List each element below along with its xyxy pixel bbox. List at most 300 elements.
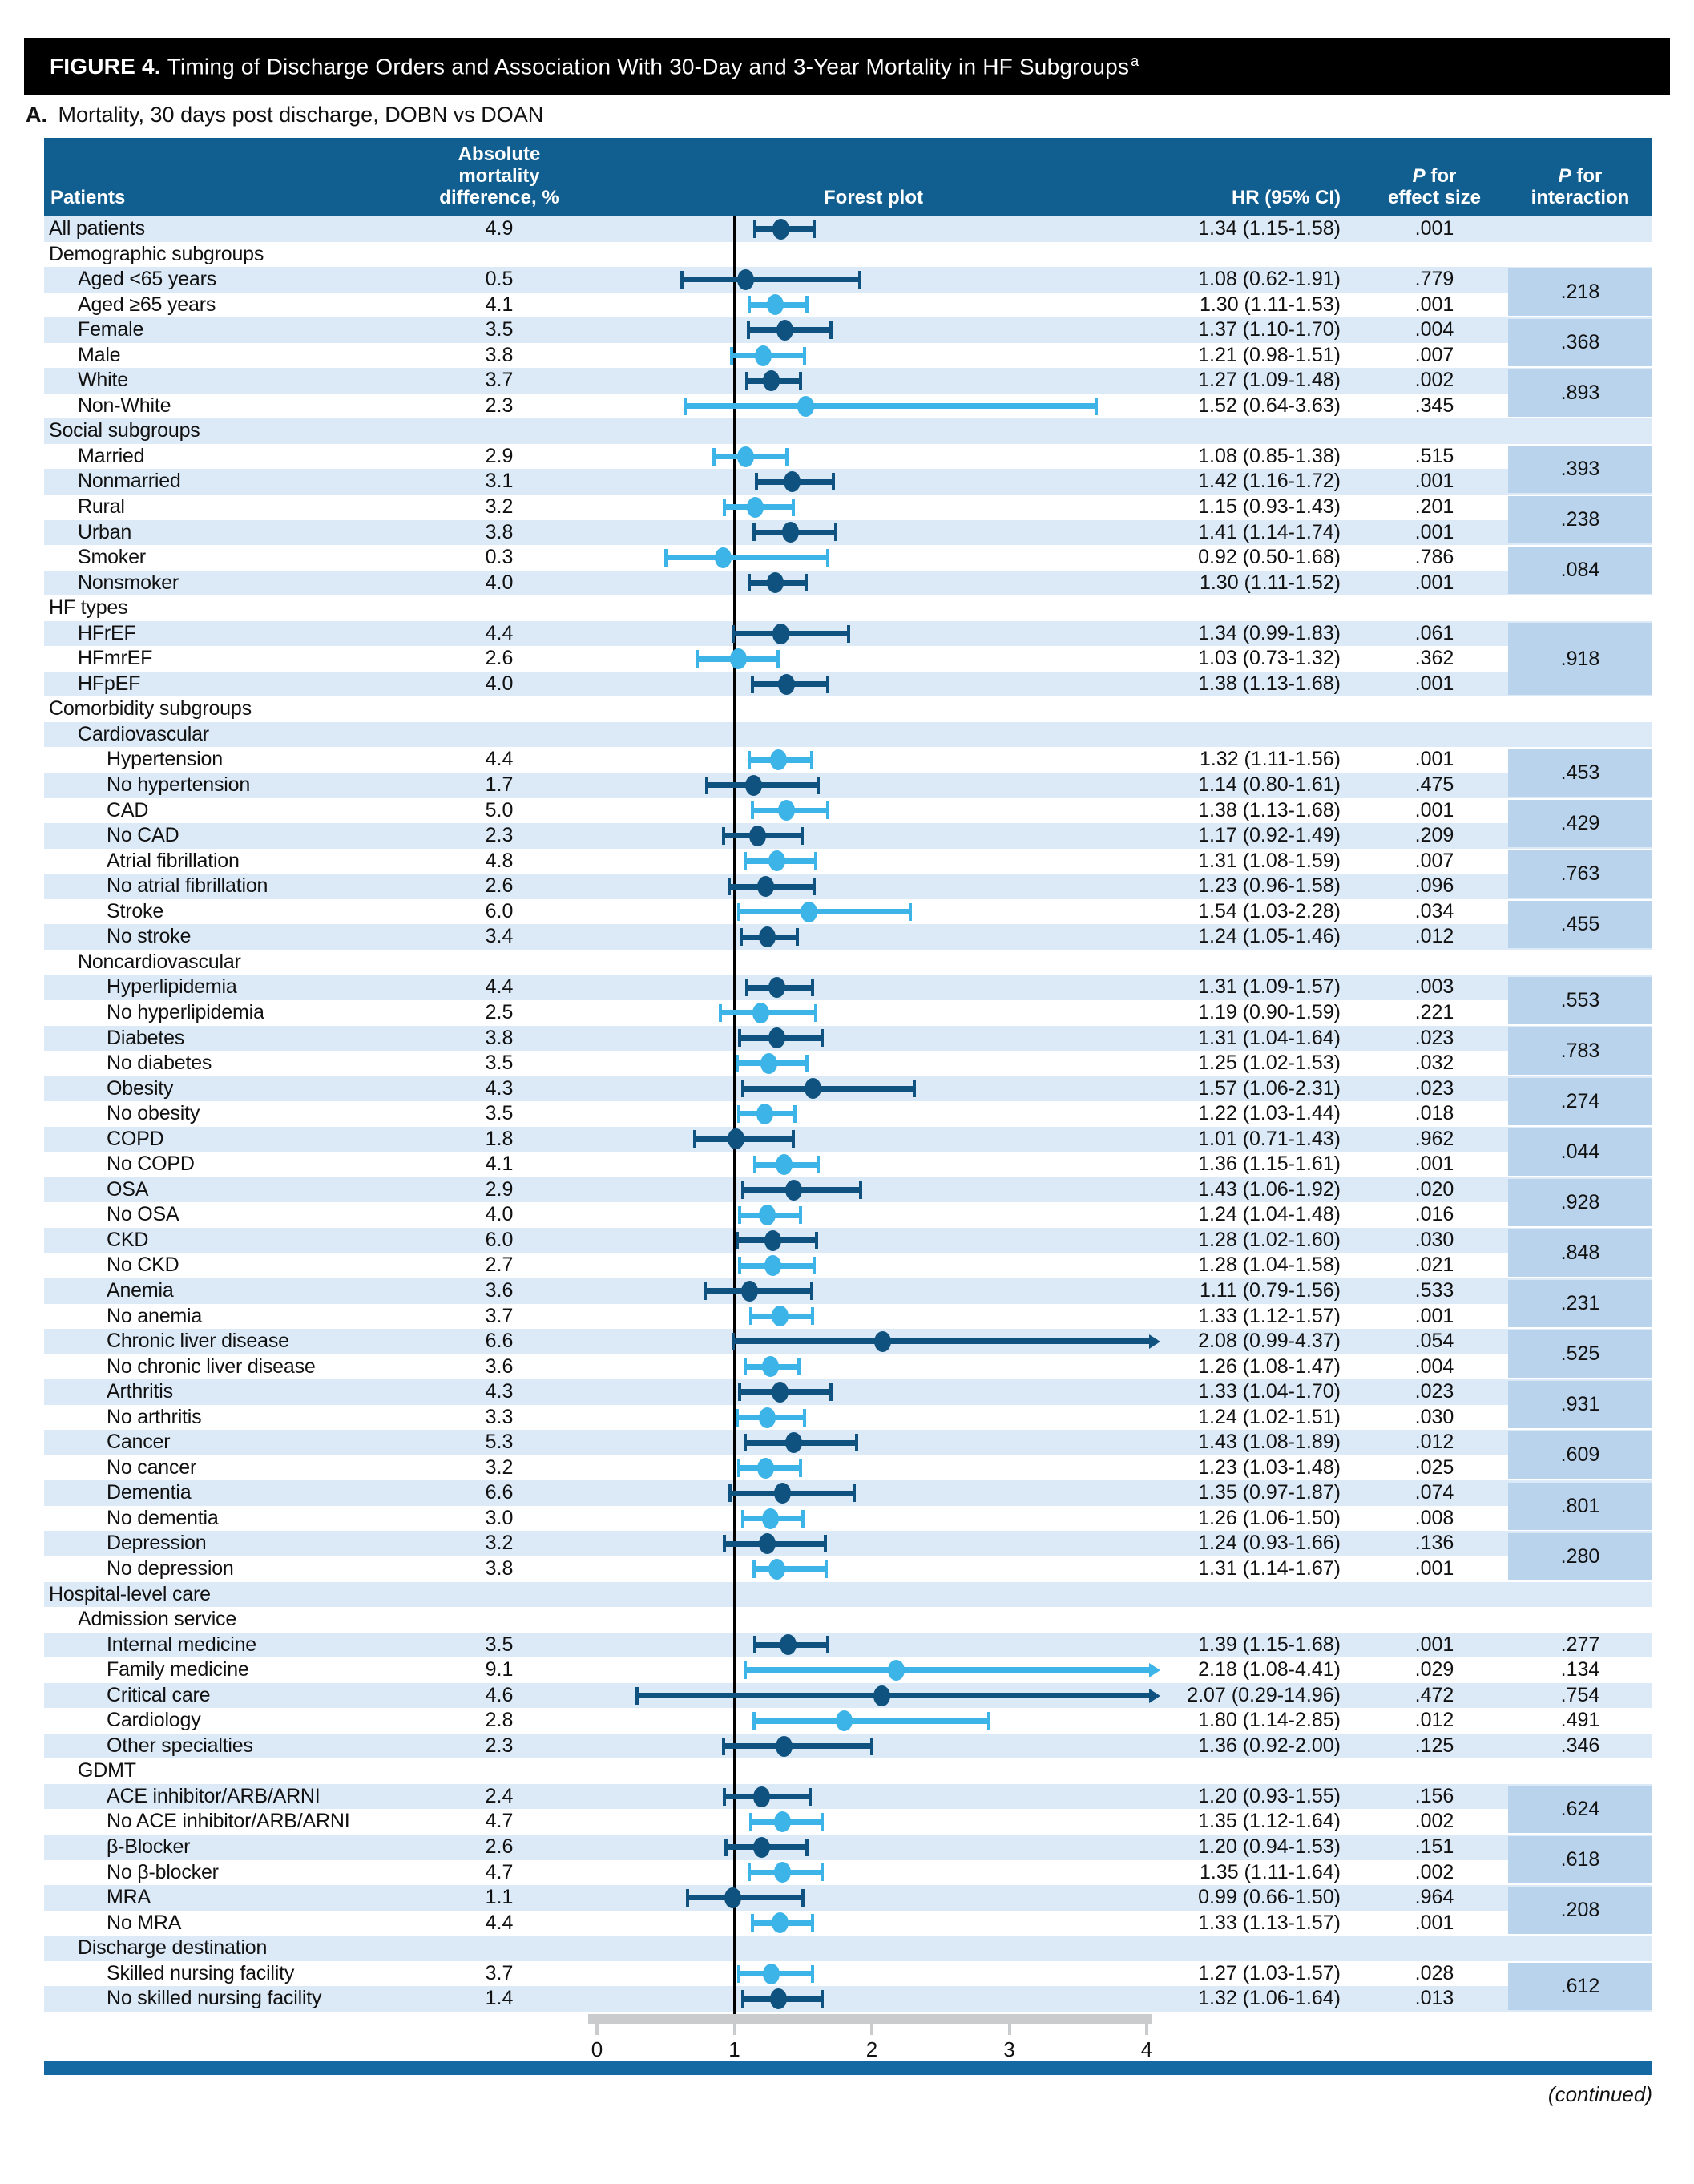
ci-line (733, 631, 849, 636)
row-label: Urban (78, 520, 132, 543)
ci-cap-left (738, 1206, 741, 1224)
row-label: Diabetes (107, 1026, 185, 1049)
hr-marker (774, 1862, 791, 1883)
ci-line (743, 1086, 914, 1092)
p-effect-size: .962 (1414, 1127, 1454, 1150)
abs-mortality-diff: 6.6 (485, 1330, 514, 1353)
data-row (44, 1152, 1652, 1177)
p-effect-size: .003 (1414, 975, 1454, 999)
ci-cap-right (821, 1029, 824, 1047)
abs-mortality-diff: 2.6 (485, 874, 514, 898)
p-interaction-box: .274 (1508, 1078, 1652, 1125)
row-label: Cancer (107, 1431, 171, 1454)
p-effect-size: .034 (1414, 899, 1454, 922)
ci-cap-right (821, 1813, 824, 1831)
hr-marker (757, 876, 774, 897)
data-row (44, 1708, 1652, 1734)
hr-ci-text: 1.34 (1.15-1.58) (1198, 217, 1341, 240)
ci-cap-left (686, 1889, 689, 1907)
ci-cap-right (809, 1788, 812, 1806)
hr-ci-text: 1.28 (1.04-1.58) (1198, 1253, 1341, 1277)
p-effect-size: .004 (1414, 1354, 1454, 1378)
row-label: No depression (107, 1556, 234, 1580)
row-label: Non-White (78, 394, 171, 417)
ci-cap-right (811, 1307, 814, 1325)
data-row (44, 1911, 1652, 1936)
hr-ci-text: 1.17 (0.92-1.49) (1198, 824, 1341, 847)
abs-mortality-diff: 2.9 (485, 1177, 514, 1201)
hr-marker (724, 1887, 741, 1908)
hr-ci-text: 1.37 (1.10-1.70) (1198, 318, 1341, 341)
abs-mortality-diff: 4.7 (485, 1860, 514, 1883)
ci-cap-right (825, 1560, 828, 1578)
hr-marker (763, 370, 780, 391)
p-effect-size: .001 (1414, 748, 1454, 771)
data-row (44, 975, 1652, 1000)
p-effect-size: .018 (1414, 1102, 1454, 1125)
data-row (44, 747, 1652, 773)
hr-ci-text: 2.18 (1.08-4.41) (1198, 1658, 1341, 1681)
row-label: Male (78, 343, 121, 366)
hr-ci-text: 1.28 (1.02-1.60) (1198, 1228, 1341, 1251)
ci-cap-left (737, 1459, 740, 1477)
hr-ci-text: 1.80 (1.14-2.85) (1198, 1709, 1341, 1732)
hr-ci-text: 1.31 (1.09-1.57) (1198, 975, 1341, 999)
p-effect-size: .156 (1414, 1784, 1454, 1807)
x-axis-tick (595, 2014, 599, 2035)
abs-mortality-diff: 4.3 (485, 1380, 514, 1403)
hr-ci-text: 1.33 (1.13-1.57) (1198, 1911, 1341, 1934)
data-row (44, 343, 1652, 369)
hr-ci-text: 1.21 (0.98-1.51) (1198, 343, 1341, 366)
data-row (44, 444, 1652, 470)
abs-mortality-diff: 3.8 (485, 1026, 514, 1049)
hr-marker (805, 1078, 821, 1099)
row-label: No CKD (107, 1253, 179, 1277)
hr-ci-text: 1.08 (0.62-1.91) (1198, 268, 1341, 291)
p-effect-size: .002 (1414, 369, 1454, 392)
hr-marker (759, 1533, 776, 1554)
p-effect-size: .002 (1414, 1810, 1454, 1833)
table-header (44, 138, 1652, 216)
row-label: White (78, 369, 128, 392)
hr-ci-text: 2.08 (0.99-4.37) (1198, 1330, 1341, 1353)
p-interaction-box: .928 (1508, 1179, 1652, 1226)
abs-mortality-diff: 3.5 (485, 1102, 514, 1125)
abs-mortality-diff: 3.8 (485, 343, 514, 366)
p-effect-size: .151 (1414, 1835, 1454, 1858)
p-effect-size: .004 (1414, 318, 1454, 341)
hr-ci-text: 1.23 (0.96-1.58) (1198, 874, 1341, 898)
ci-cap-left (736, 1232, 739, 1249)
abs-mortality-diff: 3.1 (485, 470, 514, 493)
data-row (44, 495, 1652, 520)
col-header-p-effect: P for effect size (1387, 165, 1482, 208)
hr-marker (888, 1660, 905, 1681)
col-header-forest-plot: Forest plot (824, 187, 923, 208)
abs-mortality-diff: 4.4 (485, 1911, 514, 1934)
hr-marker (776, 320, 793, 341)
ci-cap-left (722, 1738, 725, 1755)
p-effect-size: .023 (1414, 1026, 1454, 1049)
p-effect-size: .096 (1414, 874, 1454, 898)
hr-ci-text: 1.38 (1.13-1.68) (1198, 672, 1341, 695)
hr-marker (785, 1432, 802, 1453)
ci-cap-right (792, 1130, 795, 1148)
abs-mortality-diff: 6.6 (485, 1481, 514, 1504)
ci-cap-left (738, 1029, 741, 1047)
x-axis-tick (870, 2014, 873, 2035)
abs-mortality-diff: 3.6 (485, 1278, 514, 1302)
hr-ci-text: 1.11 (0.79-1.56) (1199, 1278, 1341, 1302)
ci-cap-right (826, 549, 829, 567)
p-effect-size: .016 (1414, 1203, 1454, 1226)
data-row (44, 773, 1652, 798)
row-label: No COPD (107, 1153, 195, 1176)
hr-marker (753, 1837, 770, 1858)
hr-marker (762, 1508, 779, 1529)
abs-mortality-diff: 3.5 (485, 1052, 514, 1075)
hr-ci-text: 1.52 (0.64-3.63) (1198, 394, 1341, 417)
ci-cap-left (741, 1990, 744, 2008)
data-row (44, 899, 1652, 925)
ci-cap-left (732, 1333, 735, 1350)
ci-line (745, 1667, 1151, 1673)
ci-cap-right (801, 1889, 805, 1907)
ci-cap-right (858, 271, 861, 289)
p-effect-size: .001 (1414, 470, 1454, 493)
ci-cap-right (814, 1004, 817, 1022)
ci-cap-left (728, 878, 731, 895)
abs-mortality-diff: 0.5 (485, 268, 514, 291)
ci-cap-left (753, 1636, 756, 1653)
data-row (44, 1455, 1652, 1481)
row-label: β-Blocker (107, 1835, 191, 1858)
hr-marker (768, 850, 785, 871)
hr-ci-text: 1.22 (1.03-1.44) (1198, 1102, 1341, 1125)
hr-ci-text: 1.35 (1.11-1.64) (1199, 1860, 1341, 1883)
data-row (44, 1278, 1652, 1304)
abs-mortality-diff: 2.6 (485, 647, 514, 670)
data-row (44, 1405, 1652, 1431)
data-row (44, 1379, 1652, 1405)
ci-cap-right (826, 1636, 829, 1653)
p-interaction-box: .231 (1508, 1280, 1652, 1327)
p-interaction-box: .609 (1508, 1431, 1652, 1479)
p-effect-size: .012 (1414, 1709, 1454, 1732)
ci-cap-left (751, 1914, 754, 1932)
ci-cap-left (722, 827, 725, 845)
p-interaction-box: .429 (1508, 800, 1652, 847)
row-label: No arthritis (107, 1405, 202, 1428)
ci-cap-right (799, 1459, 802, 1477)
hr-marker (728, 1128, 744, 1149)
ci-cap-left (719, 1004, 722, 1022)
p-interaction-box: .280 (1508, 1533, 1652, 1580)
abs-mortality-diff: 1.7 (485, 773, 514, 797)
ci-cap-right (821, 1863, 824, 1881)
continued-note: (continued) (1547, 2082, 1652, 2106)
hr-marker (741, 1281, 758, 1302)
row-label: Comorbidity subgroups (49, 697, 252, 721)
data-row (44, 1633, 1652, 1658)
p-effect-size: .001 (1414, 1304, 1454, 1327)
ci-cap-left (737, 903, 740, 921)
hr-ci-text: 1.30 (1.11-1.52) (1199, 571, 1341, 594)
ci-cap-left (748, 751, 751, 769)
p-interaction-box: .783 (1508, 1027, 1652, 1075)
abs-mortality-diff: 5.0 (485, 798, 514, 822)
hr-ci-text: 1.33 (1.12-1.57) (1198, 1304, 1341, 1327)
row-label: No stroke (107, 925, 192, 948)
col-header-abs-mortality: Absolute mortality difference, % (439, 143, 559, 208)
p-effect-size: .001 (1414, 1556, 1454, 1580)
ci-line (754, 1718, 989, 1724)
data-row (44, 1809, 1652, 1835)
hr-ci-text: 2.07 (0.29-14.96) (1187, 1683, 1341, 1706)
ci-cap-right (801, 827, 804, 845)
ci-cap-left (724, 1839, 728, 1856)
p-effect-size: .023 (1414, 1076, 1454, 1100)
hr-ci-text: 1.20 (0.94-1.53) (1198, 1835, 1341, 1858)
hr-ci-text: 1.57 (1.06-2.31) (1198, 1076, 1341, 1100)
ci-cap-left (741, 1181, 744, 1199)
p-effect-size: .533 (1414, 1278, 1454, 1302)
abs-mortality-diff: 3.7 (485, 1961, 514, 1984)
ci-line (666, 555, 828, 560)
data-row (44, 924, 1652, 950)
hr-ci-text: 1.24 (1.04-1.48) (1198, 1203, 1341, 1226)
ci-cap-right (870, 1738, 873, 1755)
ci-cap-right (811, 1914, 814, 1932)
ci-cap-right (829, 321, 833, 339)
data-row (44, 394, 1652, 419)
ci-cap-left (737, 1105, 740, 1123)
abs-mortality-diff: 3.5 (485, 1633, 514, 1656)
p-effect-size: .023 (1414, 1380, 1454, 1403)
hr-marker (784, 471, 801, 492)
hr-marker (774, 1811, 791, 1832)
ci-cap-right (859, 1181, 862, 1199)
hr-marker (778, 674, 795, 695)
ci-cap-left (749, 1813, 752, 1831)
data-row (44, 1734, 1652, 1759)
p-interaction-box: .368 (1508, 319, 1652, 366)
abs-mortality-diff: 4.4 (485, 975, 514, 999)
abs-mortality-diff: 4.6 (485, 1683, 514, 1706)
hr-marker (755, 345, 772, 366)
p-effect-size: .007 (1414, 343, 1454, 366)
data-row (44, 1051, 1652, 1076)
hr-ci-text: 1.36 (0.92-2.00) (1198, 1734, 1341, 1757)
ci-cap-right (826, 676, 829, 693)
ci-cap-right (814, 852, 817, 870)
hr-marker (772, 219, 789, 240)
data-row (44, 621, 1652, 647)
p-interaction-box: .455 (1508, 901, 1652, 948)
row-label: Internal medicine (107, 1633, 256, 1656)
hr-marker (801, 902, 817, 922)
ci-cap-left (747, 321, 750, 339)
data-row (44, 1000, 1652, 1026)
row-label: CKD (107, 1228, 149, 1251)
hr-marker (797, 396, 814, 417)
p-effect-size: .002 (1414, 1860, 1454, 1883)
data-row (44, 672, 1652, 697)
ci-cap-left (752, 1712, 756, 1730)
p-effect-size: .201 (1414, 495, 1454, 519)
data-row (44, 1304, 1652, 1330)
p-effect-size: .030 (1414, 1405, 1454, 1428)
data-row (44, 1177, 1652, 1203)
ci-cap-left (635, 1687, 639, 1705)
data-row (44, 267, 1652, 293)
ci-line (637, 1693, 1151, 1698)
hr-ci-text: 1.14 (0.80-1.61) (1198, 773, 1341, 797)
row-label: No anemia (107, 1304, 203, 1327)
p-interaction-box: .763 (1508, 850, 1652, 898)
ci-line (739, 909, 910, 914)
data-row (44, 1253, 1652, 1278)
data-row (44, 1101, 1652, 1127)
p-effect-size: .012 (1414, 1431, 1454, 1454)
p-effect-size: .136 (1414, 1532, 1454, 1555)
row-label: No dementia (107, 1506, 219, 1529)
section-header-row (44, 696, 1652, 722)
p-effect-size: .020 (1414, 1177, 1454, 1201)
p-effect-size: .001 (1414, 672, 1454, 695)
ci-cap-left (752, 523, 756, 541)
p-effect-size: .001 (1414, 217, 1454, 240)
col-header-patients: Patients (50, 187, 126, 208)
hr-ci-text: 1.33 (1.04-1.70) (1198, 1380, 1341, 1403)
ci-cap-left (744, 1661, 747, 1679)
p-effect-size: .779 (1414, 268, 1454, 291)
section-header-row (44, 595, 1652, 621)
x-axis (44, 2012, 1652, 2068)
ci-line (730, 1491, 853, 1496)
hr-ci-text: 1.31 (1.08-1.59) (1198, 849, 1341, 872)
ci-line (682, 277, 859, 282)
p-effect-size: .008 (1414, 1506, 1454, 1529)
ci-cap-left (705, 777, 708, 794)
abs-mortality-diff: 2.4 (485, 1784, 514, 1807)
p-interaction-box: .893 (1508, 369, 1652, 417)
abs-mortality-diff: 2.8 (485, 1709, 514, 1732)
p-interaction-box: .238 (1508, 496, 1652, 543)
ci-cap-right (805, 1839, 809, 1856)
row-label: No hypertension (107, 773, 251, 797)
hr-marker (768, 1027, 785, 1048)
x-axis-tick-label: 4 (1140, 2037, 1153, 2061)
ci-cap-right (813, 1257, 816, 1274)
row-label: Hospital-level care (49, 1582, 211, 1605)
abs-mortality-diff: 3.4 (485, 925, 514, 948)
section-header-row (44, 1758, 1652, 1784)
row-label: HFmrEF (78, 647, 153, 670)
ci-cap-left (752, 1560, 756, 1578)
x-axis-tick (1145, 2014, 1148, 2035)
section-header-row (44, 722, 1652, 748)
section-header-row (44, 950, 1652, 975)
abs-mortality-diff: 4.0 (485, 672, 514, 695)
row-label: No diabetes (107, 1052, 212, 1075)
hr-marker (767, 572, 784, 593)
ci-cap-left (680, 271, 684, 289)
hr-ci-text: 1.35 (0.97-1.87) (1198, 1481, 1341, 1504)
p-effect-size: .001 (1414, 1633, 1454, 1656)
data-row (44, 520, 1652, 546)
p-effect-size: .074 (1414, 1481, 1454, 1504)
data-row (44, 1683, 1652, 1709)
ci-cap-right (803, 1409, 806, 1427)
ci-cap-right (805, 574, 808, 591)
hr-ci-text: 1.31 (1.04-1.64) (1198, 1026, 1341, 1049)
row-label: No MRA (107, 1911, 182, 1934)
abs-mortality-diff: 3.2 (485, 1455, 514, 1479)
data-row (44, 874, 1652, 899)
ci-line (733, 1338, 1151, 1344)
hr-ci-text: 0.99 (0.66-1.50) (1198, 1886, 1341, 1909)
data-row (44, 849, 1652, 874)
p-interaction: .277 (1560, 1633, 1600, 1656)
hr-marker (737, 446, 754, 467)
data-row (44, 1506, 1652, 1532)
hr-ci-text: 1.30 (1.11-1.53) (1199, 293, 1341, 316)
row-label: Hypertension (107, 748, 223, 771)
abs-mortality-diff: 1.1 (485, 1886, 514, 1909)
p-effect-size: .001 (1414, 571, 1454, 594)
row-label: HF types (49, 596, 128, 620)
x-axis-tick (1008, 2014, 1011, 2035)
ci-cap-right (813, 220, 816, 238)
p-interaction-box: .044 (1508, 1128, 1652, 1176)
abs-mortality-diff: 4.8 (485, 849, 514, 872)
hr-marker (715, 547, 732, 568)
data-row (44, 1986, 1652, 2012)
p-effect-size: .786 (1414, 546, 1454, 569)
ci-line (707, 782, 818, 788)
abs-mortality-diff: 1.4 (485, 1987, 514, 2010)
hr-ci-text: 1.34 (0.99-1.83) (1198, 621, 1341, 644)
ci-cap-left (704, 1282, 707, 1300)
p-effect-size: .964 (1414, 1886, 1454, 1909)
ci-line (724, 1743, 872, 1749)
p-interaction-box: .848 (1508, 1229, 1652, 1277)
hr-ci-text: 1.08 (0.85-1.38) (1198, 444, 1341, 467)
abs-mortality-diff: 3.7 (485, 369, 514, 392)
data-row (44, 293, 1652, 318)
data-row (44, 1784, 1652, 1810)
ci-cap-right (811, 979, 814, 996)
ci-cap-right (824, 1535, 827, 1552)
data-row (44, 1657, 1652, 1683)
p-interaction-box: .393 (1508, 446, 1652, 493)
p-effect-size: .025 (1414, 1455, 1454, 1479)
data-row (44, 1026, 1652, 1052)
p-interaction-box: .218 (1508, 268, 1652, 316)
ci-cap-left (738, 1257, 741, 1274)
abs-mortality-diff: 9.1 (485, 1658, 514, 1681)
hr-marker (745, 775, 762, 796)
row-label: Smoker (78, 546, 146, 569)
hr-marker (770, 1988, 787, 2009)
ci-cap-left (748, 574, 751, 591)
data-row (44, 1076, 1652, 1102)
hr-ci-text: 1.38 (1.13-1.68) (1198, 798, 1341, 822)
abs-mortality-diff: 3.8 (485, 1556, 514, 1580)
hr-marker (759, 1205, 776, 1225)
